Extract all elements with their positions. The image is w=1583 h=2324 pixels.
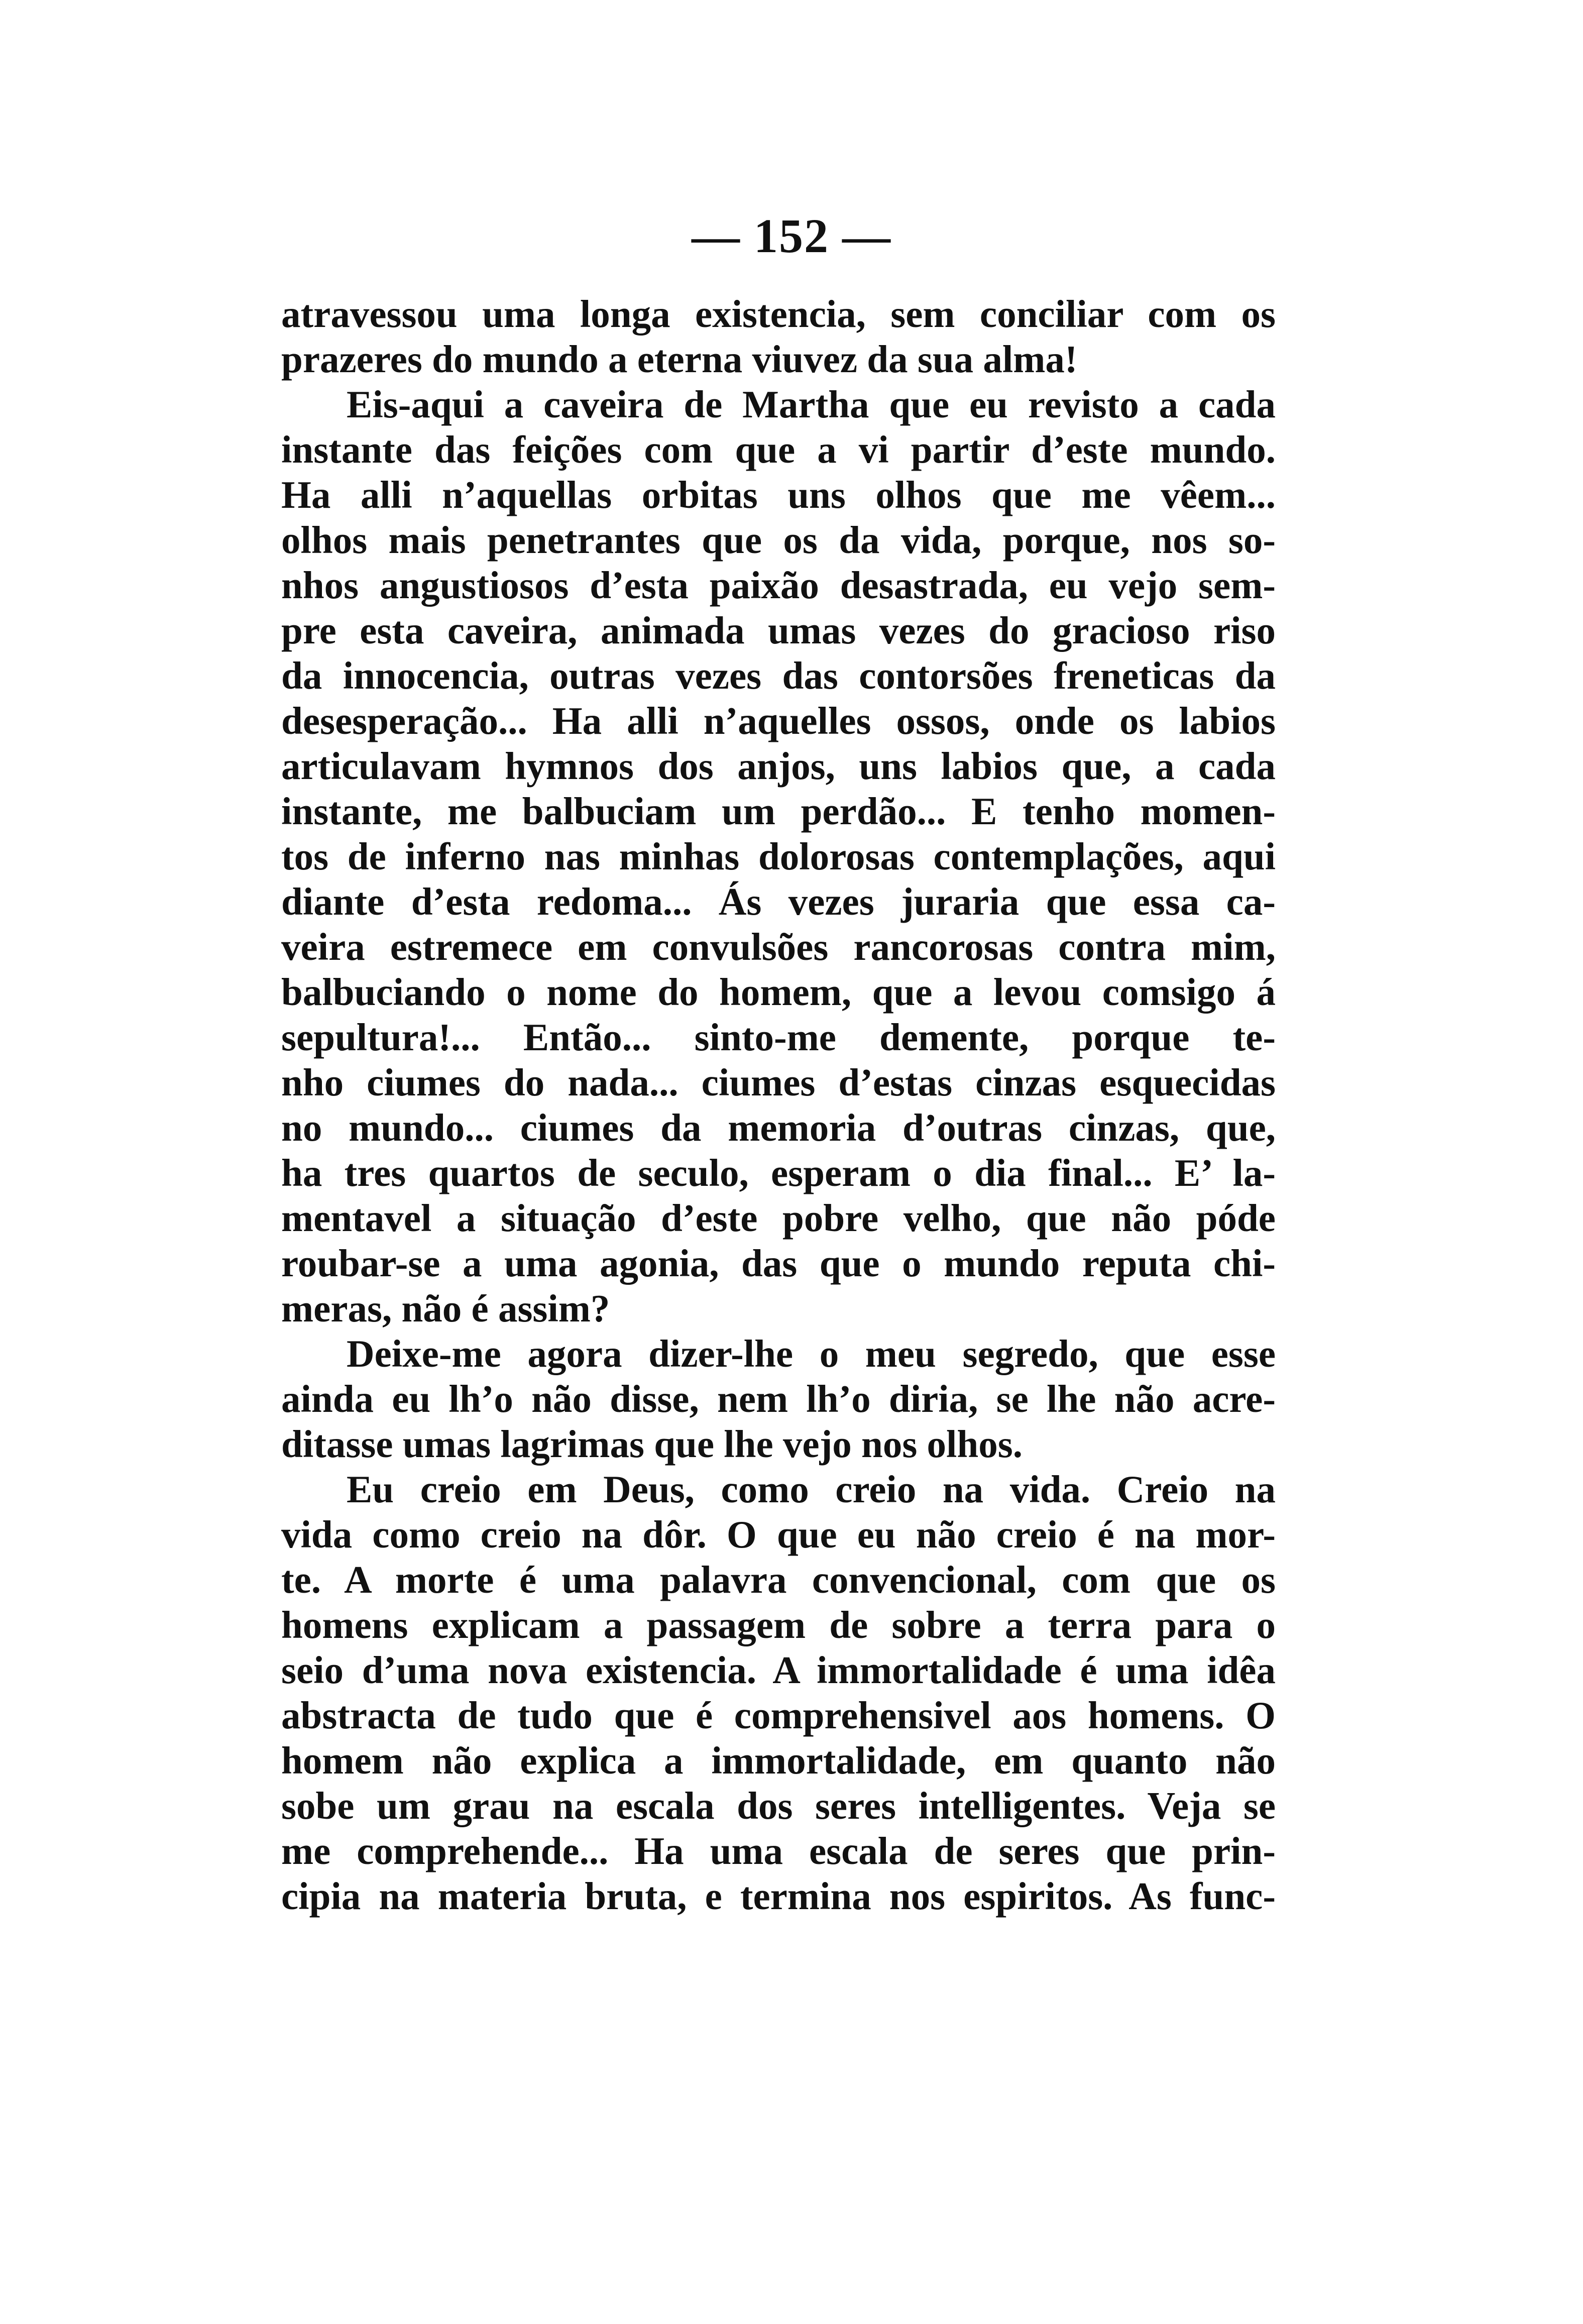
text-line: roubar-se a uma agonia, das que o mundo reputa chi- <box>281 1242 1276 1285</box>
text-line: pre esta caveira, animada umas vezes do gracioso riso <box>281 609 1276 652</box>
text-line: no mundo... ciumes da memoria d’outras cinzas, que, <box>281 1106 1276 1149</box>
text-line: balbuciando o nome do homem, que a levou comsigo á <box>281 970 1276 1014</box>
text-line: instante, me balbuciam um perdão... E tenho momen- <box>281 790 1276 833</box>
text-line: Eis-aqui a caveira de Martha que eu revisto a cada <box>347 383 1276 426</box>
text-line: prazeres do mundo a eterna viuvez da sua alma! <box>281 338 1078 381</box>
text-line: tos de inferno nas minhas dolorosas contemplações, aqui <box>281 835 1276 878</box>
body-text <box>281 291 1276 1919</box>
text-line: articulavam hymnos dos anjos, uns labios que, a cada <box>281 744 1276 788</box>
text-line: nho ciumes do nada... ciumes d’estas cinzas esquecidas <box>281 1061 1276 1104</box>
text-line: ainda eu lh’o não disse, nem lh’o diria, se lhe não acre- <box>281 1377 1276 1420</box>
text-line: diante d’esta redoma... Ás vezes juraria que essa ca- <box>281 880 1276 923</box>
text-line: desesperação... Ha alli n’aquelles ossos, onde os labios <box>281 699 1276 742</box>
text-line: seio d’uma nova existencia. A immortalidade é uma idêa <box>281 1648 1276 1692</box>
text-line: me comprehende... Ha uma escala de seres que prin- <box>281 1829 1276 1872</box>
text-line: olhos mais penetrantes que os da vida, porque, nos so- <box>281 518 1276 562</box>
text-line: instante das feições com que a vi partir d’este mundo. <box>281 428 1276 471</box>
page-number: — 152 — <box>692 209 891 263</box>
text-line: ditasse umas lagrimas que lhe vejo nos olhos. <box>281 1422 1023 1466</box>
text-line: homens explicam a passagem de sobre a terra para o <box>281 1603 1276 1646</box>
text-line: cipia na materia bruta, e termina nos espiritos. As func- <box>281 1874 1276 1918</box>
text-line: da innocencia, outras vezes das contorsões freneticas da <box>281 654 1276 697</box>
text-line: ha tres quartos de seculo, esperam o dia final... E’ la- <box>281 1151 1276 1194</box>
text-line: abstracta de tudo que é comprehensivel aos homens. O <box>281 1694 1276 1737</box>
text-line: sepultura!... Então... sinto-me demente, porque te- <box>281 1016 1276 1059</box>
text-line: meras, não é assim? <box>281 1287 610 1330</box>
text-line: Ha alli n’aquellas orbitas uns olhos que me vêem... <box>281 473 1276 516</box>
text-line: mentavel a situação d’este pobre velho, que não póde <box>281 1196 1276 1240</box>
text-line: Deixe-me agora dizer-lhe o meu segredo, que esse <box>347 1332 1276 1375</box>
text-line: sobe um grau na escala dos seres intelligentes. Veja se <box>281 1784 1276 1827</box>
text-line: veira estremece em convulsões rancorosas contra mim, <box>281 925 1276 968</box>
text-line: vida como creio na dôr. O que eu não creio é na mor- <box>281 1513 1276 1556</box>
text-line: te. A morte é uma palavra convencional, com que os <box>281 1558 1276 1601</box>
text-line: homem não explica a immortalidade, em quanto não <box>281 1739 1276 1782</box>
text-line: atravessou uma longa existencia, sem conciliar com os <box>281 292 1276 336</box>
text-line: nhos angustiosos d’esta paixão desastrada, eu vejo sem- <box>281 564 1276 607</box>
text-line: Eu creio em Deus, como creio na vida. Creio na <box>347 1468 1276 1511</box>
